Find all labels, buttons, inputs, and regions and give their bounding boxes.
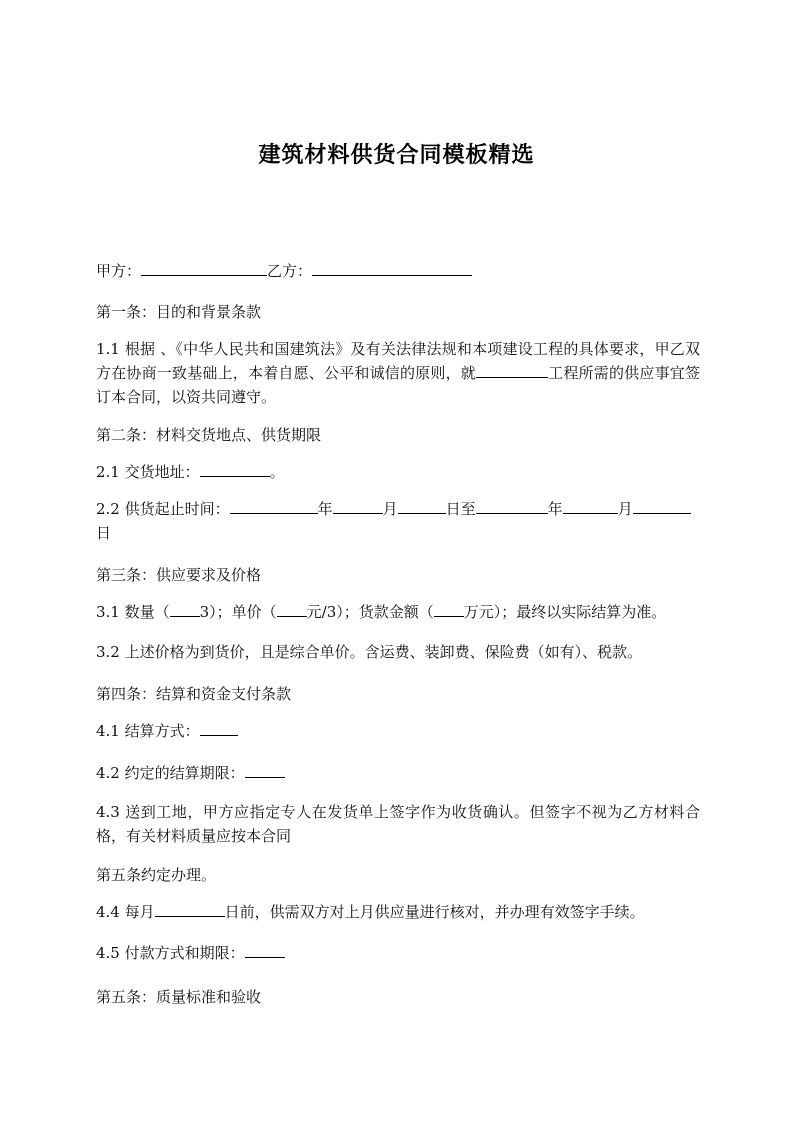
party-b-blank[interactable] xyxy=(312,260,472,276)
month-label: 月 xyxy=(382,500,398,518)
clause-1-1-text-a: 1.1 根据 、《中华人民共和国建筑法》及有关法律法规和本项建设工程的具体要求，甲乙双方在协商一致基础上，本着自愿、公平和诚信的原则，就 xyxy=(96,340,700,382)
supply-period-label: 2.2 供货起止时间： xyxy=(96,500,230,518)
clause-1-1-text-b: 工程所需的供应事宜签订本合同，以资共同遵守。 xyxy=(96,364,700,406)
start-month-blank[interactable] xyxy=(333,498,383,514)
year-label: 年 xyxy=(317,500,333,518)
end-month-blank[interactable] xyxy=(563,498,618,514)
clause-4-2 xyxy=(96,761,700,785)
article-5-heading: 第五条：质量标准和验收 xyxy=(96,988,262,1006)
start-year-blank[interactable] xyxy=(230,498,318,514)
document-title: 建筑材料供货合同模板精选 xyxy=(258,143,535,168)
clause-4-3-continued: 第五条约定办理。 xyxy=(96,866,217,884)
end-year-blank[interactable] xyxy=(476,498,548,514)
settlement-period-label: 4.2 约定的结算期限： xyxy=(96,764,245,782)
settlement-method-label: 4.1 结算方式： xyxy=(96,722,200,740)
delivery-address-blank[interactable] xyxy=(200,461,270,477)
amount-unit: 万元）；最终以实际结算为准。 xyxy=(463,603,667,621)
article-4-heading: 第四条：结算和资金支付条款 xyxy=(96,685,292,703)
start-day-blank[interactable] xyxy=(398,498,446,514)
clause-1-1 xyxy=(96,337,700,409)
parties-line xyxy=(96,259,700,283)
delivery-address-label: 2.1 交货地址： xyxy=(96,463,200,481)
clause-3-1 xyxy=(96,600,700,624)
payment-method-label: 4.5 付款方式和期限： xyxy=(96,944,245,962)
party-b-label: 乙方： xyxy=(267,262,313,280)
day-to-label: 日至 xyxy=(445,500,476,518)
article-1-heading: 第一条：目的和背景条款 xyxy=(96,303,262,321)
month-label: 月 xyxy=(617,500,633,518)
monthly-check-text: 日前，供需双方对上月供应量进行核对，并办理有效签字手续。 xyxy=(224,903,645,921)
project-name-blank[interactable] xyxy=(476,362,548,378)
clause-4-3: 4.3 送到工地，甲方应指定专人在发货单上签字作为收货确认。但签字不视为乙方材料合格，有关材料质量应按本合同 xyxy=(96,803,700,845)
clause-4-1 xyxy=(96,719,700,743)
payment-method-blank[interactable] xyxy=(245,942,285,958)
price-unit: 元/3）；货款金额（ xyxy=(306,603,434,621)
settlement-method-blank[interactable] xyxy=(200,720,238,736)
clause-4-4 xyxy=(96,900,700,924)
article-3-heading: 第三条：供应要求及价格 xyxy=(96,566,262,584)
year-label: 年 xyxy=(547,500,563,518)
end-day-blank[interactable] xyxy=(633,498,691,514)
end-day-label: 日 xyxy=(96,524,112,542)
settlement-period-blank[interactable] xyxy=(245,762,285,778)
clause-3-2: 3.2 上述价格为到货价，且是综合单价。含运费、装卸费、保险费（如有）、税款。 xyxy=(96,643,643,661)
monthly-check-label: 4.4 每月 xyxy=(96,903,155,921)
party-a-blank[interactable] xyxy=(141,260,267,276)
clause-2-2 xyxy=(96,497,700,521)
clause-2-1 xyxy=(96,460,700,484)
delivery-address-end: 。 xyxy=(269,463,285,481)
quantity-blank[interactable] xyxy=(170,601,200,617)
clause-4-5 xyxy=(96,941,700,965)
monthly-day-blank[interactable] xyxy=(155,901,225,917)
quantity-label: 3.1 数量（ xyxy=(96,603,170,621)
amount-blank[interactable] xyxy=(434,601,464,617)
party-a-label: 甲方： xyxy=(96,262,142,280)
article-2-heading: 第二条：材料交货地点、供货期限 xyxy=(96,426,322,444)
quantity-unit: 3）；单价（ xyxy=(199,603,277,621)
unit-price-blank[interactable] xyxy=(277,601,307,617)
